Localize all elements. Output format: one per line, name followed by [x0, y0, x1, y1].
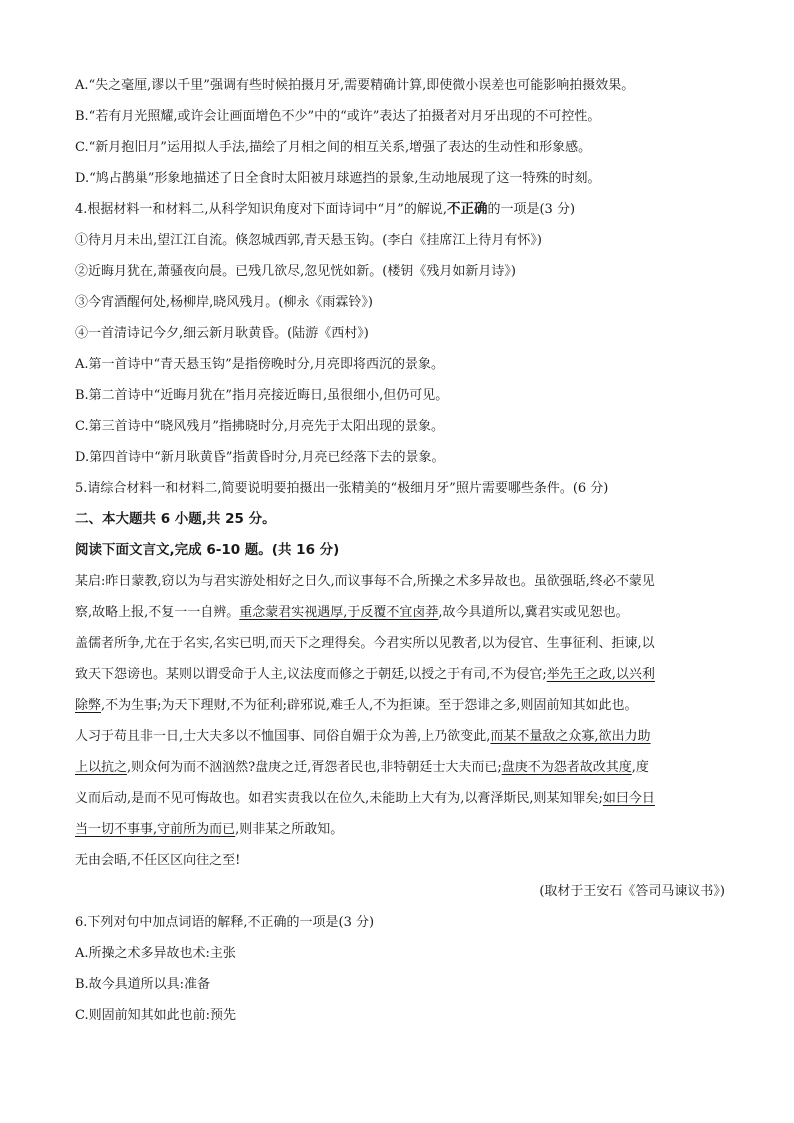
- text-span: ,故今具道所以,冀君实或见恕也。: [438, 605, 629, 620]
- text-span: ,不为生事;为天下理财,不为征利;辟邪说,难壬人,不为拒谏。至于怨诽之多,则固前知其如此也。: [101, 698, 638, 713]
- text-span: ,则众何为而不汹汹然?盘庚之迁,胥怨者民也,非特朝廷士大夫而已;: [127, 760, 502, 775]
- passage-p3-line2: [75, 752, 725, 783]
- q4-stem-post: 的一项是(3 分): [487, 202, 576, 217]
- underlined-phrase: 而某不量敌之众寡,欲出力助: [490, 729, 651, 744]
- underlined-phrase: 当一切不事事,守前所为而已: [75, 822, 236, 837]
- passage-p2-line1: 盖儒者所争,尤在于名实,名实已明,而天下之理得矣。今君实所以见教者,以为侵官、生事征利、拒谏,以: [75, 636, 655, 651]
- q5-stem: 5.请综合材料一和材料二,简要说明要拍摄出一张精美的“极细月牙”照片需要哪些条件。(6 分): [75, 481, 609, 496]
- q3-option-c: C.“新月抱旧月”运用拟人手法,描绘了月相之间的相互关系,增强了表达的生动性和形象感。: [75, 140, 592, 155]
- text-span: 人习于苟且非一日,士大夫多以不恤国事、同俗自媚于众为善,上乃欲变此,: [75, 729, 491, 744]
- passage-p3-line4: [75, 814, 725, 845]
- passage-closing: 无由会晤,不任区区向往之至!: [75, 853, 241, 868]
- q4-stem-pre: 4.根据材料一和材料二,从科学知识角度对下面诗词中“月”的解说,: [75, 202, 447, 217]
- q3-option-d: D.“鸠占鹊巢”形象地描述了日全食时太阳被月球遮挡的景象,生动地展现了这一特殊的时刻。: [75, 171, 601, 186]
- q3-option-b: B.“若有月光照耀,或许会让画面增色不少”中的“或许”表达了拍摄者对月牙出现的不可控性。: [75, 109, 601, 124]
- q4-option-a: A.第一首诗中“青天悬玉钩”是指傍晚时分,月亮即将西沉的景象。: [75, 357, 444, 372]
- exam-page: [75, 70, 725, 1031]
- q4-poem-4: ④一首清诗记今夕,细云新月耿黄昏。(陆游《西村》): [75, 326, 369, 341]
- passage-p1-line2: [75, 597, 725, 628]
- underlined-phrase: 重念蒙君实视遇厚,于反覆不宜卤莽: [239, 605, 439, 620]
- q6-option-a: A.所操之术多异故也术:主张: [75, 946, 236, 961]
- q6-option-c: C.则固前知其如此也前:预先: [75, 1008, 236, 1023]
- q4-option-c: C.第三首诗中“晓风残月”指拂晓时分,月亮先于太阳出现的景象。: [75, 419, 445, 434]
- text-span: 致天下怨谤也。某则以谓受命于人主,议法度而修之于朝廷,以授之于有司,不为侵官;: [75, 667, 547, 682]
- q4-poem-1: ①待月月未出,望江江自流。倏忽城西郭,青天悬玉钩。(李白《挂席江上待月有怀》): [75, 233, 542, 248]
- underlined-phrase: 除弊: [75, 698, 102, 713]
- passage-p1-line1: 某启:昨日蒙教,窃以为与君实游处相好之日久,而议事每不合,所操之术多异故也。虽欲强聒,终必不蒙见: [75, 574, 655, 589]
- underlined-phrase: 盘庚不为怨者故改其度: [501, 760, 632, 775]
- q4-poem-2: ②近晦月犹在,萧骚夜向晨。已残几欲尽,忽见恍如新。(楼钥《残月如新月诗》): [75, 264, 516, 279]
- q3-option-a: A.“失之毫厘,谬以千里”强调有些时候拍摄月牙,需要精确计算,即使微小误差也可能影响拍摄效果。: [75, 78, 635, 93]
- q4-stem: [75, 194, 725, 225]
- text-span: ,度: [631, 760, 649, 775]
- q4-option-b: B.第二首诗中“近晦月犹在”指月亮接近晦日,虽很细小,但仍可见。: [75, 388, 449, 403]
- underlined-phrase: 上以抗之: [75, 760, 128, 775]
- underlined-phrase: 举先王之政,以兴利: [546, 667, 655, 682]
- section-intro: 阅读下面文言文,完成 6-10 题。(共 16 分): [75, 542, 340, 558]
- passage-p2-line2: [75, 659, 725, 690]
- q6-stem: 6.下列对句中加点词语的解释,不正确的一项是(3 分): [75, 915, 375, 930]
- text-span: 义而后动,是而不见可悔故也。如君实责我以在位久,未能助上大有为,以膏泽斯民,则某知罪矣;: [75, 791, 603, 806]
- text-span: 察,故略上报,不复一一自辨。: [75, 605, 240, 620]
- q4-option-d: D.第四首诗中“新月耿黄昏”指黄昏时分,月亮已经落下去的景象。: [75, 450, 445, 465]
- passage-source: (取材于王安石《答司马谏议书》): [539, 884, 725, 899]
- passage-p3-line1: [75, 721, 725, 752]
- passage-p3-line3: [75, 783, 725, 814]
- q4-stem-emphasis: 不正确: [446, 201, 488, 217]
- passage-p2-line3: [75, 690, 725, 721]
- q6-option-b: B.故今具道所以具:准备: [75, 977, 211, 992]
- q4-poem-3: ③今宵酒醒何处,杨柳岸,晓风残月。(柳永《雨霖铃》): [75, 295, 373, 310]
- section-heading: 二、本大题共 6 小题,共 25 分。: [75, 511, 276, 527]
- underlined-phrase: 如曰今日: [602, 791, 655, 806]
- text-span: ,则非某之所敢知。: [235, 822, 344, 837]
